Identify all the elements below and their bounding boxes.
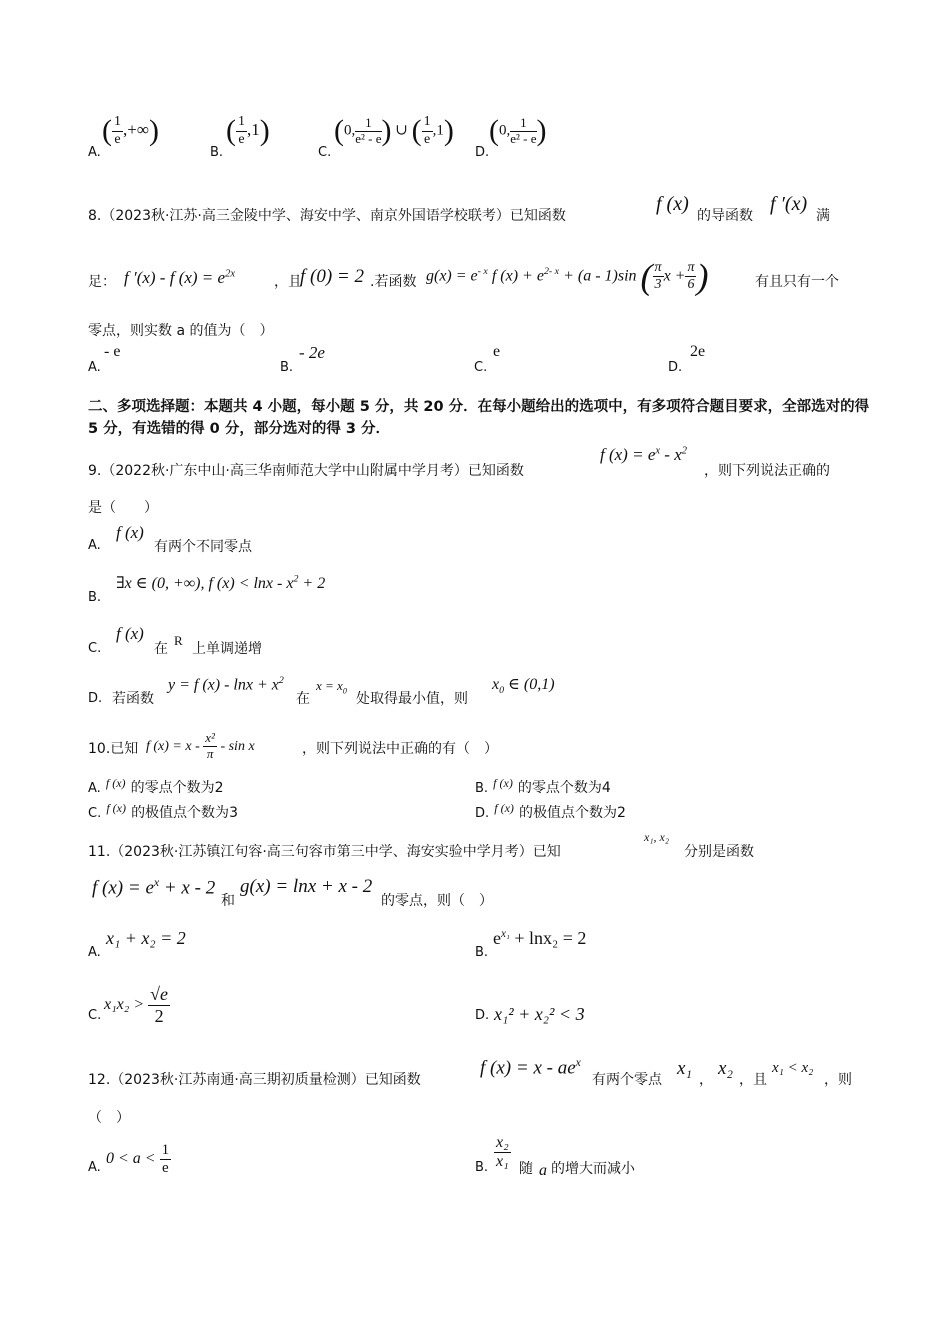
q12-func [480,1056,581,1079]
q10-opt-c [88,802,238,822]
q12-b-label: B. [475,1160,489,1175]
q9-d-m2: x = x [316,678,343,693]
q9-func-b: - x [660,445,682,464]
q10-d-text: 的极值点个数为 [519,805,617,821]
q10-c-label: C. [88,806,102,821]
q12-a-den: e [162,1159,169,1176]
q8-opt-b-label: B. [280,360,294,375]
q7-c-union: ∪ [395,122,408,139]
q7-c-num: 1 [355,116,381,132]
q11-b-tail: + lnx₂ = 2 [509,928,587,948]
q12-a-num: 1 [160,1142,172,1160]
q12-b-frac [494,1134,511,1172]
question-10 [88,725,868,825]
q12-x1: x₁ [677,1058,693,1079]
q8-eq1 [124,268,235,288]
q8-f0: f (0) = 2 [300,266,365,287]
q8-g-sup2: 2- x [543,266,560,277]
q10-a-label: A. [88,781,101,796]
q7-c-zero: 0, [344,122,356,139]
q9-d-math1 [168,675,284,694]
q7-option-c-label: C. [318,145,332,160]
q9-b-label: B. [88,590,102,605]
q8-opt-c: e [493,343,501,360]
q7-b-num: 1 [236,114,247,131]
q8-pi2: π [685,260,696,277]
q9-func-a: f (x) = e [600,445,656,464]
q12-func-sup: x [575,1056,581,1069]
q10-c-math: f (x) [106,801,126,815]
q9-line1-prefix: 9.（2022秋·广东中山·高三华南师范大学中山附属中学月考）已知函数 [88,463,524,479]
q9-b-math [116,573,325,593]
q8-g-a: g(x) = e [426,267,478,285]
q11-x12: x₁, x₂ [644,830,669,844]
q12-b-text2: 的增大而减小 [551,1161,635,1177]
q8-line2-prefix: 足： [88,274,116,290]
q8-three: 3 [654,277,662,293]
q10-c-num: 3 [229,805,238,821]
q9-d-math3 [492,674,555,696]
q7-option-b-math: ( $\frac{1}{e}$ ,1) [226,114,270,147]
q11-line1-end: 分别是函数 [684,844,754,860]
q8-dot: .若函数 [370,274,417,290]
q12-text-mid: 有两个零点 [592,1072,662,1088]
q7-option-c-math: (0, $\frac{1}{\text{e² - e}}$ ) ∪ ( $\frac{1}{e}$ ,1) [334,114,454,147]
q7-a-num: 1 [112,114,123,131]
q11-g-expr: g(x) = lnx + x - 2 [240,876,373,897]
q8-xplus: x + [663,267,686,285]
q9-c-label: C. [88,641,102,656]
q11-c-lhs: x₁x₂ > [104,996,145,1013]
q10-b-num: 4 [601,780,611,796]
q9-d-m3: x [492,676,500,693]
q7-a-den: e [114,131,121,147]
q10-c-text: 的极值点个数为 [131,805,230,821]
section-2-heading: 二、多项选择题：本题共 4 小题，每小题 5 分，共 20 分．在每小题给出的选项中，有多项符合题目要求，全部选对的得 5 分，有选错的得 0 分，部分选对的得 3 分． [88,399,870,437]
question-8 [88,190,868,380]
q7-c-den: e² - e [355,130,382,146]
q9-func-sup2: 2 [681,445,688,457]
q12-a-label: A. [88,1160,101,1175]
q10-a-text: 的零点个数为 [130,780,215,796]
q10-b-label: B. [475,781,489,796]
q10-func [146,727,255,767]
q11-f-expr [92,876,215,899]
q12-line2: （ ） [88,1110,130,1126]
q10-lhs: f (x) = x - [146,739,200,754]
q12-text-end: ，则 [824,1072,852,1088]
question-9 [88,445,868,715]
q8-line1-mid: 的导函数 [697,208,753,224]
q9-d-text2: 在 [296,691,310,707]
q12-ineq: x₁ < x₂ [772,1060,814,1076]
q8-eq1-sup: 2x [225,268,236,280]
q8-line1-prefix: 8.（2023秋·江苏·高三金陵中学、海安中学、南京外国语学校联考）已知函数 [88,208,566,224]
q10-den: π [206,746,214,762]
q8-fpx: f ′(x) [770,193,808,215]
q7-option-a-label: A. [88,145,101,160]
q10-b-math: f (x) [493,776,513,790]
q11-b-sup: x₁ [501,928,510,940]
q11-line1-prefix: 11.（2023秋·江苏镇江句容·高三句容市第三中学、海安实验中学月考）已知 [88,844,561,860]
q11-line2-end: 的零点，则（ ） [381,893,493,909]
q9-line1-end: ，则下列说法正确的 [704,463,830,479]
q11-a-math: x₁ + x₂ = 2 [106,928,186,948]
q7-b-one: ,1 [247,119,260,139]
q10-d-math: f (x) [494,801,514,815]
q9-a-text: 有两个不同零点 [154,539,252,555]
q7-d-den: e² - e [510,130,537,146]
q9-d-math2 [316,678,347,696]
q9-d-sub2: 0 [499,685,505,697]
q8-opt-a: - e [104,343,121,360]
q11-f-a: f (x) = e [92,877,154,899]
q9-d-label: D. [88,691,103,706]
q9-func-sup: x [655,445,661,457]
q11-f-sup: x [153,876,160,889]
q10-a-math: f (x) [105,776,126,790]
q11-c-math [104,980,170,1030]
q10-opt-a [88,777,224,797]
q12-b-a: a [539,1162,547,1179]
q7-c-num2: 1 [422,114,433,131]
q12-text-and: ，且 [739,1072,767,1088]
q8-eq1-main: f ′(x) - f (x) = e [124,268,226,287]
q8-opt-a-label: A. [88,360,101,375]
q9-a-math: f (x) [116,523,144,542]
q9-a-label: A. [88,538,101,553]
q12-line1-prefix: 12.（2023秋·江苏南通·高三期初质量检测）已知函数 [88,1072,421,1088]
q9-b-main: ∃x ∈ (0, +∞), f (x) < lnx - x [116,575,294,592]
q12-b-num: x₂ [494,1134,511,1153]
q7-a-inf: +∞ [127,119,149,139]
question-12 [88,1050,868,1190]
q7-options [88,112,888,168]
q12-func-a: f (x) = x - ae [480,1057,576,1079]
q8-opt-d: 2e [690,343,706,360]
q8-g-sup1: - x [477,266,488,277]
q12-b-text1: 随 [519,1161,533,1177]
q12-x2: x₂ [718,1058,734,1079]
q10-b-text: 的零点个数为 [517,780,602,796]
q9-c-math: f (x) [116,624,144,643]
q8-g-expr: $g(x) = e^{- x}$ f $(x) + e^{2- x} + (a - 1)\sin$ ( $\frac{\pi}{3}$ x + $\frac{\pi}{6}$ ) [426,256,709,297]
q11-and: 和 [221,893,235,909]
q9-d-m1: y = f (x) - lnx + x [168,676,279,694]
q11-a-label: A. [88,945,101,960]
q11-b-e: e [493,928,501,948]
q11-c-den: 2 [154,1005,164,1026]
q9-c-r: R [174,633,183,648]
q7-option-d-label: D. [475,145,490,160]
question-11 [88,828,868,1038]
q10-a-num: 2 [214,780,224,796]
q10-d-num: 2 [617,805,626,821]
q7-c-one: ,1 [432,122,444,139]
q9-line2: 是（ ） [88,500,158,516]
q7-c-den2: e [424,131,431,147]
q11-c-label: C. [88,1008,102,1023]
q8-fx: f (x) [656,193,689,215]
q7-option-d-math: (0, $\frac{1}{\text{e² - e}}$ ) [489,114,547,147]
q11-f-b: + x - 2 [159,877,216,899]
q11-b-math [493,928,586,949]
q8-line2-end: 有且只有一个 [755,274,839,290]
q7-d-zero: 0, [499,122,511,139]
q12-a-lhs: 0 < a < [106,1150,156,1167]
q10-opt-b [475,777,611,797]
q9-d-sup: 2 [278,675,284,686]
q10-num: x² [205,730,215,746]
q11-b-label: B. [475,945,489,960]
q7-option-b-label: B. [210,145,224,160]
q12-comma: ， [699,1072,713,1088]
q10-tail: - sin x [220,739,255,754]
q8-opt-c-label: C. [474,360,488,375]
q11-c-num: √e [150,984,168,1005]
q8-pi1: π [653,260,664,277]
q9-func [600,445,687,465]
q7-option-a-math: ( $\frac{1}{e}$ ,+∞) [102,114,159,147]
q10-suffix: ，则下列说法中正确的有（ ） [302,741,498,757]
q9-c-text2: 上单调递增 [192,641,262,657]
q10-d-label: D. [475,806,490,821]
q8-comma: ，且 [274,274,302,290]
q10-prefix: 10.已知 [88,741,139,757]
q9-c-text1: 在 [154,641,168,657]
q8-six: 6 [687,277,695,293]
q9-d-text1: 若函数 [112,691,154,707]
q9-b-tail: + 2 [298,575,326,592]
q12-a-math [106,1136,171,1182]
q7-d-num: 1 [510,116,536,132]
q9-d-text3: 处取得最小值，则 [356,691,468,707]
q7-b-den: e [238,131,245,147]
q12-b-den: x₁ [496,1153,509,1171]
q8-opt-d-label: D. [668,360,683,375]
q9-d-sub: 0 [342,686,347,696]
q8-g-b: f (x) + e [487,267,544,285]
q8-opt-b: - 2e [299,343,325,362]
q9-b-sup: 2 [293,573,299,585]
q11-d-math: x₁² + x₂² < 3 [494,1004,585,1024]
q9-d-m3tail: ∈ (0,1) [504,676,555,693]
q8-line1-end: 满 [816,208,830,224]
q11-d-label: D. [475,1008,490,1023]
q8-line3: 零点，则实数 a 的值为（ ） [88,323,274,339]
q8-g-c: + (a - 1)sin [559,267,637,285]
q10-opt-d [475,802,626,822]
